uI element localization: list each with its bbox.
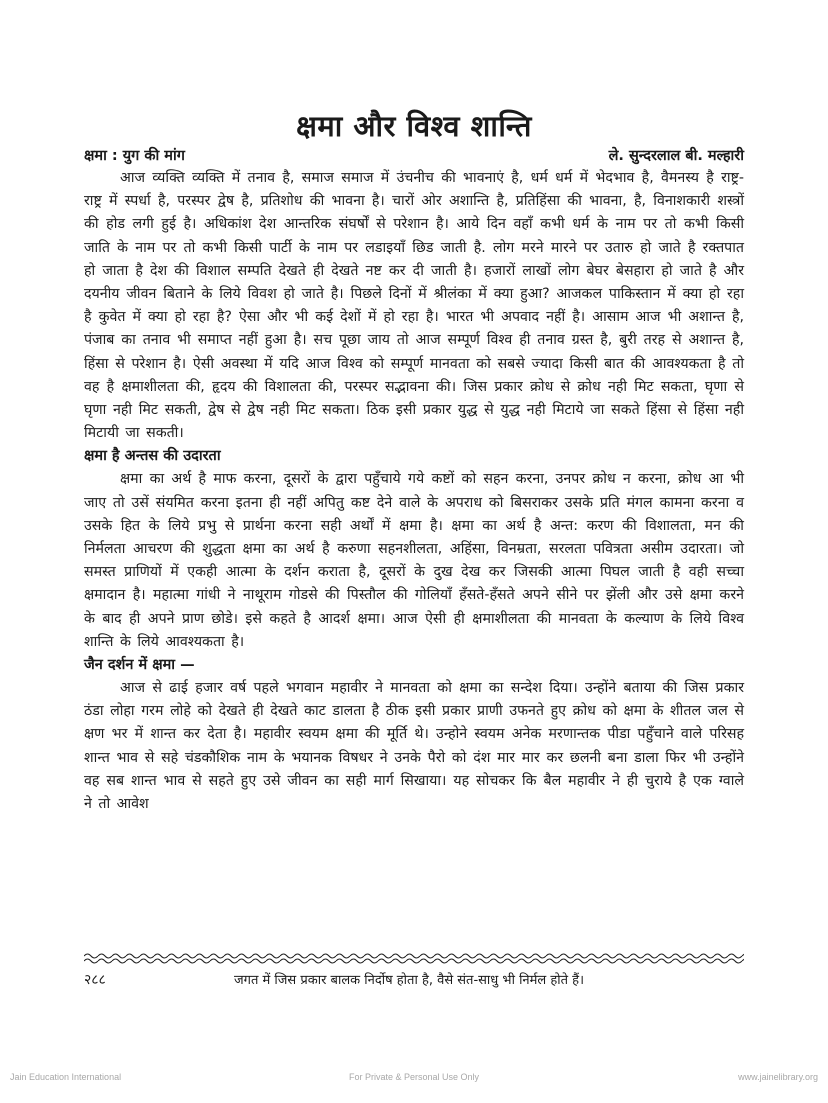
article-title: क्षमा और विश्व शान्ति <box>296 109 532 143</box>
watermark-bar <box>0 1072 828 1082</box>
watermark-right: www.jainelibrary.org <box>738 1072 818 1082</box>
subheading-row <box>84 145 744 167</box>
body-paragraph: आज से ढाई हजार वर्ष पहले भगवान महावीर ने मानवता को क्षमा का सन्देश दिया। उन्होंने बताया की जिस प्रकार ठंडा लोहा गरम लोहे को देखते ही देखते काट डालता है ठीक इसी प्रकार प्राणी उफनते हुए क्रोध को क्षमा के शीतल जल से क्षण भर में शान्त कर देता है। महावीर स्वयम क्षमा की मूर्ति थे। उन्होने स्वयम अनेक मरणान्तक पीडा पहुँचाने वाले परिसह शान्त भाव से सहे चंडकौशिक नाम के भयानक विषधर ने उनके पैरो को दंश मार मार कर छलनी बना डाला फिर भी उन्होंने वह सब शान्त भाव से सहते हुए उसे जीवन का सही मार्ग सिखाया। यह सोचकर कि बैल महावीर ने ही चुराये है एक ग्वाले ने तो आवेश <box>84 680 744 813</box>
body-paragraph: आज व्यक्ति व्यक्ति में तनाव है, समाज समाज में उंचनीच की भावनाएं है, धर्म धर्म में भेदभाव है, वैमनस्य है राष्ट्र-राष्ट्र में स्पर्धा है, परस्पर द्वेष है, प्रतिशोध की भावना है। चारों ओर अशान्ति है, प्रतिहिंसा की भावना, है, विनाशकारी शस्त्रों की होड लगी हुई है। अधिकांश देश आन्तरिक संघर्षों से परेशान है। आये दिन वहाँ कभी धर्म के नाम पर तो कभी किसी जाति के नाम पर तो कभी किसी पार्टी के नाम पर लडाइयाँ छिड जाती है. लोग मरने मारने पर उतारु हो जाते है रक्तपात हो जाता है देश की विशाल सम्पति देखते ही देखते नष्ट कर दी जाती है। हजारों लाखों लोग बेघर बेसहारा हो जाते है और दयनीय जीवन बिताने के लिये विवश हो जाते है। पिछले दिनों में श्रीलंका में क्या हुआ? आजकल पाकिस्तान में क्या हो रहा है कुवेत में क्या हो रहा है? ऐसा और भी कई देशों में हो रहा है। भारत भी अपवाद नहीं है। आसाम आज भी अशान्त है, पंजाब का तनाव भी समाप्त नहीं हुआ है। सच पूछा जाय तो आज सम्पूर्ण विश्व ही तनाव ग्रस्त है, बुरी तरह से अशान्त है, हिंसा से परेशान है। ऐसी अवस्था में यदि आज विश्व को सम्पूर्ण मानवता को सबसे ज्यादा किसी बात की आवश्यकता है तो वह है क्षमाशीलता की, हृदय की विशालता की, परस्पर सद्भावना की। जिस प्रकार क्रोध से क्रोध नही मिट सकता, घृणा से घृणा नही मिट सकती, द्वेष से द्वेष नही मिट सकता। ठिक इसी प्रकार युद्ध से युद्ध नही मिटाये जा सकते हिंसा से हिंसा नही मिटायी जा सकती। <box>84 170 744 442</box>
article-page <box>84 108 744 816</box>
page-number: २८८ <box>84 972 106 988</box>
watermark-center: For Private & Personal Use Only <box>348 1072 480 1082</box>
body-paragraph: क्षमा का अर्थ है माफ करना, दूसरों के द्वारा पहुँचाये गये कष्टों को सहन करना, उनपर क्रोध न करना, क्रोध आ भी जाए तो उसें संयमित करना इतना ही नहीं अपितु कष्ट देने वाले के अपराध को बिसराकर उसके प्रति मंगल कामना करना व उसके हित के लिये प्रभु से प्रार्थना करना सही अर्थों में क्षमा है। क्षमा का अर्थ है अन्त: करण की विशालता, मन की निर्मलता आचरण की शुद्धता क्षमा का अर्थ है करुणा सहनशीलता, अहिंसा, विनम्रता, सरलता पवित्रता असीम उदारता। जो समस्त प्राणियों में एकही आत्मा के दर्शन कराता है, दूसरों के दुख देख कर जिसकी आत्मा पिघल जाती है वही सच्चा क्षमादान है। महात्मा गांधी ने नाथूराम गोडसे की पिस्तौल की गोलियाँ हँसते-हँसते अपने सीने पर झेंली और उसे क्षमा करने के बाद ही अपने प्राण छोडे। इसे कहते है आदर्श क्षमा। आज ऐसी ही क्षमाशीलता की मानवता के कल्याण के लिये विश्व शान्ति के लिये आवश्यकता है। <box>84 471 744 650</box>
article-subtitle: क्षमा : युग की मांग <box>84 148 185 164</box>
watermark-left: Jain Education International <box>10 1072 122 1082</box>
wavy-divider-icon <box>84 952 744 966</box>
footer-quote: जगत में जिस प्रकार बालक निर्दोष होता है, वैसे संत-साधु भी निर्मल होते हैं। <box>234 973 585 988</box>
section-heading: जैन दर्शन में क्षमा — <box>84 657 195 674</box>
section-heading: क्षमा है अन्तस की उदारता <box>84 448 221 465</box>
author-byline: ले. सुन्दरलाल बी. मल्हारी <box>608 148 744 164</box>
page-footer <box>84 970 744 989</box>
